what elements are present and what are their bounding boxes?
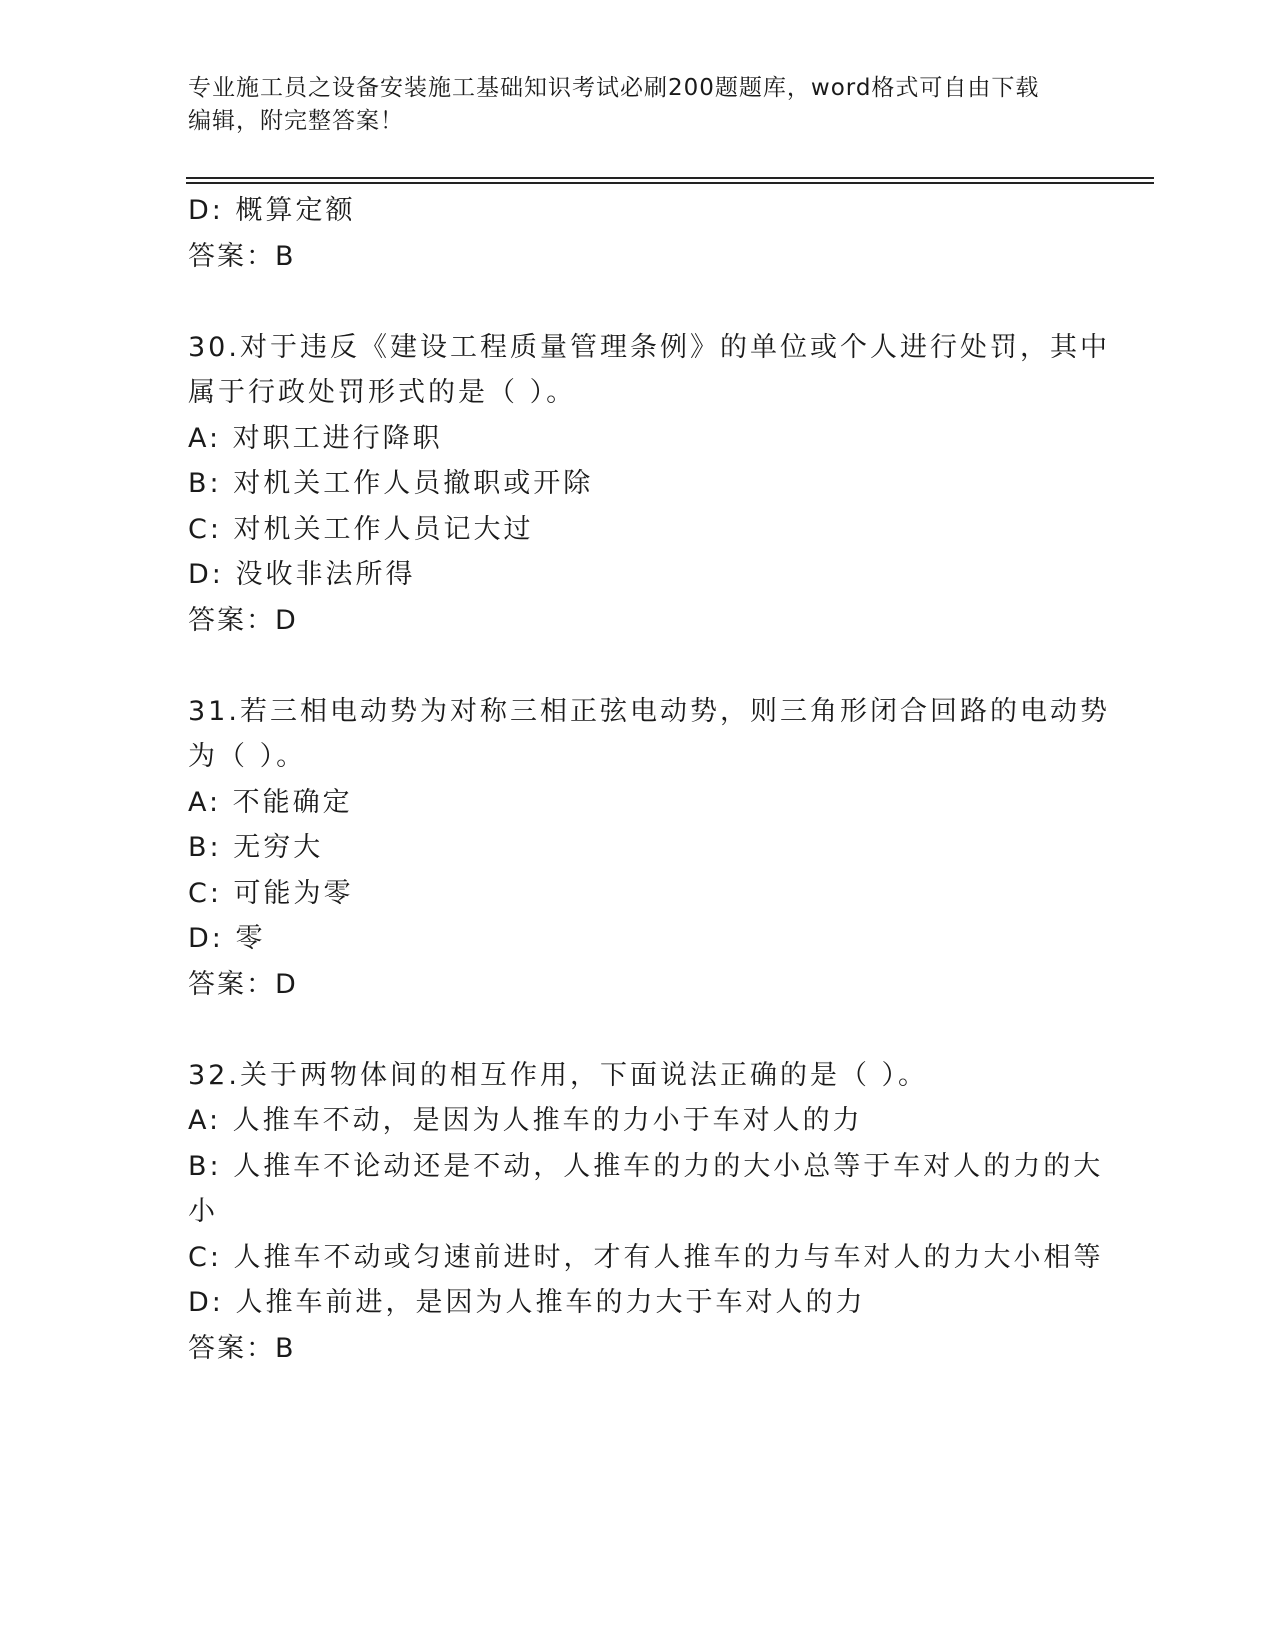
answer-line: 答案：D [188, 968, 298, 1000]
option-d: D: 零 [188, 923, 266, 954]
option-a: A: 不能确定 [188, 786, 353, 818]
question-stem: 30.对于违反《建设工程质量管理条例》的单位或个人进行处罚，其中 [188, 331, 1110, 363]
option-c: C: 对机关工作人员记大过 [188, 513, 534, 545]
header-divider-top [186, 177, 1154, 179]
option-d: D: 概算定额 [188, 195, 356, 226]
question-content [188, 188, 1110, 1371]
option-d: D: 人推车前进，是因为人推车的力大于车对人的力 [188, 1287, 866, 1318]
option-c: C: 人推车不动或匀速前进时，才有人推车的力与车对人的力大小相等 [188, 1241, 1104, 1273]
option-b-continued: 小 [188, 1196, 218, 1227]
spacer [188, 1007, 1088, 1053]
option-c: C: 可能为零 [188, 877, 354, 909]
answer-line: 答案：D [188, 604, 298, 636]
option-a: A: 人推车不动，是因为人推车的力小于车对人的力 [188, 1105, 863, 1136]
option-d: D: 没收非法所得 [188, 559, 416, 590]
answer-line: 答案：B [188, 240, 296, 272]
question-stem: 31.若三相电动势为对称三相正弦电动势，则三角形闭合回路的电动势 [188, 695, 1110, 727]
answer-line: 答案：B [188, 1332, 296, 1364]
header-title-line2: 编辑，附完整答案！ [188, 108, 404, 134]
question-stem-continued: 属于行政处罚形式的是（ ）。 [188, 377, 577, 408]
option-b: B: 对机关工作人员撤职或开除 [188, 468, 594, 499]
question-32 [188, 1053, 1104, 1372]
question-31 [188, 689, 1110, 1008]
question-30 [188, 325, 1110, 644]
option-b: B: 人推车不论动还是不动，人推车的力的大小总等于车对人的力的大 [188, 1150, 1104, 1182]
option-b: B: 无穷大 [188, 832, 324, 863]
spacer [188, 643, 1088, 689]
previous-question-tail [188, 188, 1088, 279]
document-header [188, 72, 1068, 138]
header-divider-bottom [186, 182, 1154, 184]
header-title-line1: 专业施工员之设备安装施工基础知识考试必刷200题题库，word格式可自由下载 [188, 75, 1040, 101]
spacer [188, 279, 1088, 325]
question-stem-continued: 为（ ）。 [188, 741, 307, 772]
question-stem: 32.关于两物体间的相互作用，下面说法正确的是（ ）。 [188, 1059, 929, 1091]
option-a: A: 对职工进行降职 [188, 422, 443, 454]
